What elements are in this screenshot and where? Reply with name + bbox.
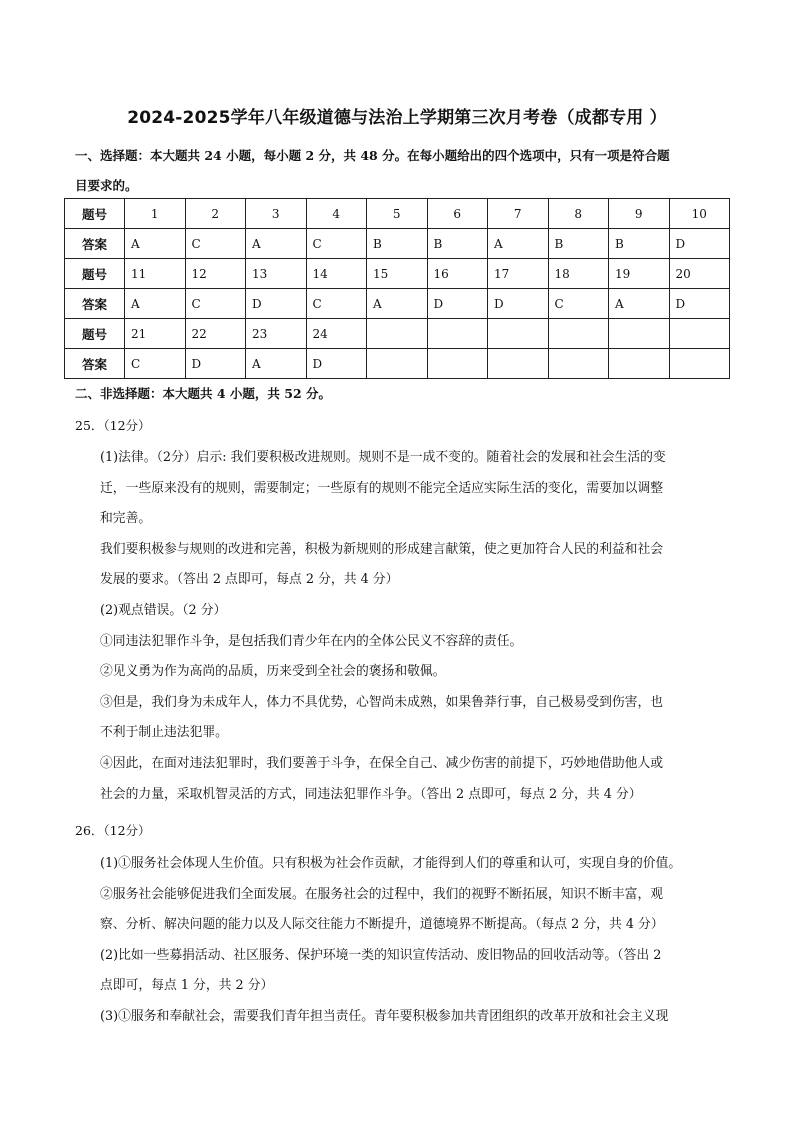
table-row [65, 199, 730, 229]
table-cell [427, 349, 488, 379]
q26-line: (1)①服务社会体现人生价值。只有积极为社会作贡献，才能得到人们的尊重和认可，实现自身的价值。 [100, 856, 682, 871]
table-cell [609, 319, 670, 349]
table-cell: 19 [609, 259, 670, 289]
q26-line: 点即可，每点 1 分，共 2 分） [100, 978, 274, 994]
table-cell: 5 [367, 199, 428, 229]
table-cell [669, 349, 730, 379]
table-cell: D [306, 349, 367, 379]
q25-line: 发展的要求。（答出 2 点即可，每点 2 分，共 4 分） [100, 572, 399, 588]
table-cell [609, 349, 670, 379]
section2-heading: 二、非选择题：本大题共 4 小题，共 52 分。 [75, 386, 332, 401]
table-cell: B [609, 229, 670, 259]
table-cell: C [306, 289, 367, 319]
q25-line: (1)法律。（2分）启示: 我们要积极改进规则。规则不是一成不变的。随着社会的发展和社会生活的变 [100, 450, 666, 465]
table-cell: D [185, 349, 246, 379]
q26-line: (2)比如一些募捐活动、社区服务、保护环境一类的知识宣传活动、废旧物品的回收活动等。（答出 2 [100, 947, 662, 963]
table-cell [367, 319, 428, 349]
q25-line: ②见义勇为作为高尚的品质，历来受到全社会的褒扬和敬佩。 [100, 664, 446, 680]
table-cell: 23 [246, 319, 307, 349]
table-cell: A [367, 289, 428, 319]
table-cell: A [125, 229, 186, 259]
q25-line: 社会的力量，采取机智灵活的方式，同违法犯罪作斗争。（答出 2 点即可，每点 2 分，共 4 分） [100, 786, 642, 802]
table-cell: 12 [185, 259, 246, 289]
table-cell: 9 [609, 199, 670, 229]
table-cell: 1 [125, 199, 186, 229]
page-title: 2024-2025学年八年级道德与法治上学期第三次月考卷（成都专用 ） [127, 108, 667, 128]
q26-line: 察、分析、解决问题的能力以及人际交往能力不断提升，道德境界不断提高。（每点 2 分，共 4 分） [100, 917, 664, 933]
table-cell [367, 349, 428, 379]
row-label: 题号 [65, 259, 125, 289]
table-cell: D [669, 229, 730, 259]
table-cell: A [609, 289, 670, 319]
table-cell: 7 [488, 199, 549, 229]
table-cell: A [246, 349, 307, 379]
table-cell [488, 349, 549, 379]
table-cell [488, 319, 549, 349]
table-cell: 6 [427, 199, 488, 229]
table-cell: 3 [246, 199, 307, 229]
q25-line: 和完善。 [100, 511, 152, 527]
table-cell: C [306, 229, 367, 259]
q25-line: 不利于制止违法犯罪。 [100, 725, 228, 741]
q25-number: 25．（12分） [75, 418, 151, 433]
table-row [65, 289, 730, 319]
row-label: 题号 [65, 199, 125, 229]
table-cell: A [246, 229, 307, 259]
q25-line: ①同违法犯罪作斗争，是包括我们青少年在内的全体公民义不容辞的责任。 [100, 633, 523, 649]
table-row [65, 349, 730, 379]
row-label: 题号 [65, 319, 125, 349]
q25-line: 我们要积极参与规则的改进和完善，积极为新规则的形成建言献策，使之更加符合人民的利益和社会 [100, 541, 664, 557]
table-cell: C [185, 289, 246, 319]
table-cell: C [185, 229, 246, 259]
table-cell: C [125, 349, 186, 379]
table-cell: B [548, 229, 609, 259]
table-cell: 11 [125, 259, 186, 289]
q25-line: ④因此，在面对违法犯罪时，我们要善于斗争，在保全自己、减少伤害的前提下，巧妙地借助他人或 [100, 756, 664, 771]
table-cell: 17 [488, 259, 549, 289]
table-cell [669, 319, 730, 349]
table-cell: 18 [548, 259, 609, 289]
table-cell: B [367, 229, 428, 259]
table-cell: 22 [185, 319, 246, 349]
row-label: 答案 [65, 289, 125, 319]
q25-line: (2)观点错误。（2 分） [100, 603, 227, 618]
q25-line: ③但是，我们身为未成年人，体力不具优势，心智尚未成熟，如果鲁莽行事，自己极易受到伤害，也 [100, 694, 664, 710]
row-label: 答案 [65, 349, 125, 379]
table-cell: B [427, 229, 488, 259]
table-cell: 8 [548, 199, 609, 229]
table-cell: D [427, 289, 488, 319]
row-label: 答案 [65, 229, 125, 259]
table-cell: 24 [306, 319, 367, 349]
table-cell [548, 349, 609, 379]
table-cell: 10 [669, 199, 730, 229]
answer-table [64, 198, 730, 379]
table-cell: 13 [246, 259, 307, 289]
table-cell: D [488, 289, 549, 319]
table-cell: D [669, 289, 730, 319]
section1-heading-cont: 目要求的。 [75, 178, 138, 193]
table-cell: 15 [367, 259, 428, 289]
q26-line: (3)①服务和奉献社会，需要我们青年担当责任。青年要积极参加共青团组织的改革开放和社会主义现 [100, 1009, 669, 1024]
table-cell: 16 [427, 259, 488, 289]
table-row [65, 319, 730, 349]
q26-line: ②服务社会能够促进我们全面发展。在服务社会的过程中，我们的视野不断拓展，知识不断丰富，观 [100, 886, 664, 902]
table-row [65, 259, 730, 289]
table-cell: 20 [669, 259, 730, 289]
table-row [65, 229, 730, 259]
table-cell: A [125, 289, 186, 319]
table-cell [427, 319, 488, 349]
q26-number: 26．（12分） [75, 823, 151, 838]
q25-line: 迁，一些原来没有的规则，需要制定；一些原有的规则不能完全适应实际生活的变化，需要加以调整 [100, 480, 664, 496]
table-cell: D [246, 289, 307, 319]
table-cell: 4 [306, 199, 367, 229]
section1-heading: 一、选择题：本大题共 24 小题，每小题 2 分，共 48 分。在每小题给出的四个选项中，只有一项是符合题 [75, 148, 670, 163]
table-cell: 14 [306, 259, 367, 289]
table-cell: C [548, 289, 609, 319]
table-cell: 21 [125, 319, 186, 349]
table-cell: 2 [185, 199, 246, 229]
table-cell [548, 319, 609, 349]
table-cell: A [488, 229, 549, 259]
